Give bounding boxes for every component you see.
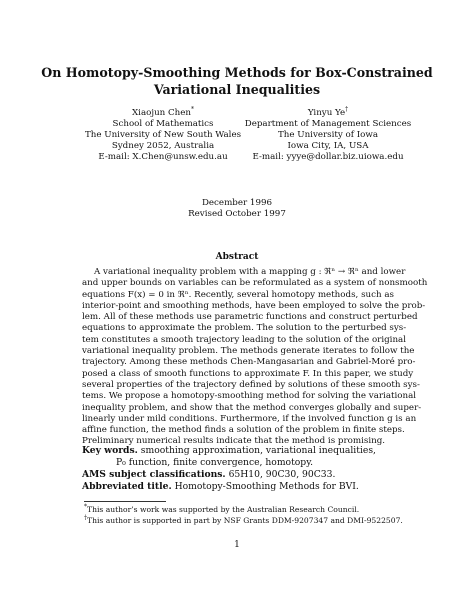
abstract-line: linearly under mild conditions. Furthermore, if the involved function g is an: [82, 413, 417, 424]
footnote-1: [84, 505, 414, 516]
footnote-1-text: This author’s work was supported by the Australian Research Council.: [87, 505, 360, 514]
abbreviated-title-label: Abbreviated title.: [82, 481, 172, 492]
author-2: [243, 108, 413, 163]
title-line-2: Variational Inequalities: [153, 82, 321, 97]
footnote-2: [84, 513, 414, 527]
abbreviated-title-text: Homotopy-Smoothing Methods for BVI.: [174, 481, 359, 492]
date: December 1996: [201, 198, 273, 208]
abstract-heading: Abstract: [215, 252, 259, 262]
abstract-line: affine function, the method finds a solution of the problem in finite steps.: [82, 425, 405, 436]
keywords-text-1: smoothing approximation, variational inequalities,: [140, 445, 376, 456]
keywords-text-2: P₀ function, finite convergence, homotopy.: [116, 457, 314, 468]
footnote-1-mark: *: [84, 503, 87, 511]
abstract-line: equations to approximate the problem. The solution to the perturbed sys-: [82, 323, 407, 334]
footnote-2-mark: †: [84, 513, 87, 521]
author-1-affil-3: Sydney 2052, Australia: [111, 141, 215, 151]
abstract-line: Preliminary numerical results indicate that the method is promising.: [82, 436, 386, 447]
abstract-line: lem. All of these methods use parametric functions and construct perturbed: [82, 312, 418, 323]
abstract-line: A variational inequality problem with a mapping g : ℜⁿ → ℜⁿ and lower: [94, 267, 406, 277]
footnotes: [84, 505, 414, 526]
abstract-line: trajectory. Among these methods Chen-Mangasarian and Gabriel-Moré pro-: [82, 357, 416, 368]
author-1-name: Xiaojun Chen: [132, 108, 191, 118]
author-2-affil-1: Department of Management Sciences: [244, 119, 412, 129]
author-1-email: E-mail: X.Chen@unsw.edu.au: [98, 152, 228, 162]
abstract-line: several properties of the trajectory defined by solutions of these smooth sys-: [82, 379, 420, 390]
footnote-2-text: This author is supported in part by NSF Grants DDM-9207347 and DMI-9522507.: [87, 515, 403, 525]
revised-date: Revised October 1997: [188, 209, 286, 219]
abstract-line: tems. We propose a homotopy-smoothing method for solving the variational: [82, 391, 417, 402]
abstract-line: tem constitutes a smooth trajectory leading to the solution of the original: [82, 334, 406, 345]
date-block: [0, 198, 474, 220]
author-2-mark: †: [345, 106, 349, 114]
abstract-line: interior-point and smoothing methods, have been employed to solve the prob-: [82, 300, 426, 311]
author-2-affil-2: The University of Iowa: [277, 130, 379, 140]
paper-title: [40, 64, 434, 98]
abstract-line: inequality problem, and show that the method converges globally and super-: [82, 402, 422, 413]
abstract-line: and upper bounds on variables can be reformulated as a system of nonsmooth: [82, 278, 428, 289]
abstract-line: posed a class of smooth functions to approximate F. In this paper, we study: [82, 368, 414, 379]
author-1-affil-1: School of Mathematics: [112, 119, 214, 129]
author-2-name: Yinyu Ye: [307, 108, 346, 118]
abstract-line: variational inequality problem. The methods generate iterates to follow the: [82, 346, 415, 357]
keywords-label: Key words.: [82, 445, 138, 456]
title-line-1: On Homotopy-Smoothing Methods for Box-Constrained: [41, 65, 433, 80]
keywords-block: [82, 445, 412, 493]
abstract-line: equations F(x) = 0 in ℜⁿ. Recently, several homotopy methods, such as: [82, 289, 394, 300]
author-2-email: E-mail: yyye@dollar.biz.uiowa.edu: [252, 152, 404, 162]
ams-label: AMS subject classifications.: [82, 469, 226, 480]
ams-text: 65H10, 90C30, 90C33.: [228, 469, 336, 480]
author-1-affil-2: The University of New South Wales: [84, 130, 242, 140]
author-1-mark: *: [191, 106, 194, 114]
author-1: [78, 108, 248, 163]
page-number: 1: [234, 540, 240, 550]
author-2-affil-3: Iowa City, IA, USA: [287, 141, 369, 151]
abstract-body: [82, 267, 428, 448]
footnote-rule: [84, 501, 166, 502]
